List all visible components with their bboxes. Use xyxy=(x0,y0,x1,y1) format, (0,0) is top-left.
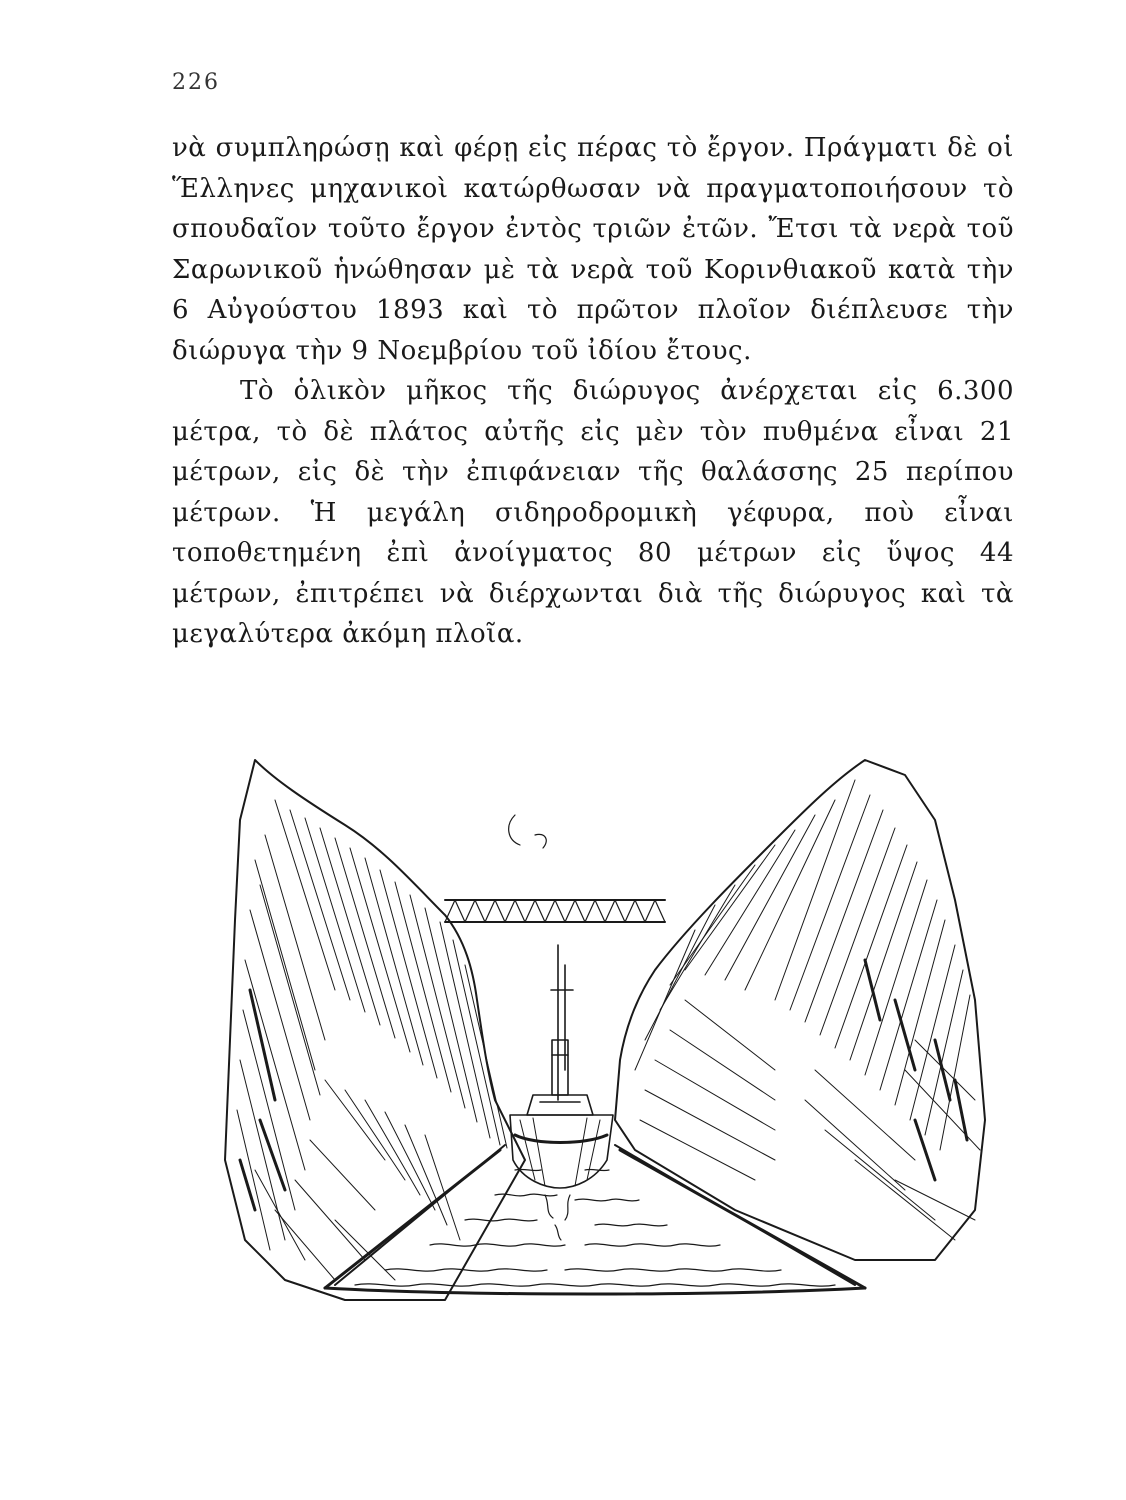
right-cliff xyxy=(615,760,985,1260)
corinth-canal-illustration-icon xyxy=(215,740,1015,1325)
page-number: 226 xyxy=(172,70,220,95)
body-text xyxy=(172,128,1014,655)
paragraph-2: Τὸ ὁλικὸν μῆκος τῆς διώρυγος ἀνέρχεται εἰς 6.300 μέτρα, τὸ δὲ πλάτος αὐτῆς εἰς μὲν τὸν πυθμένα εἶναι 21 μέτρων, εἰς δὲ τὴν ἐπιφάνειαν τῆς θαλάσσης 25 περίπου μέτρων. Ἡ μεγάλη σιδηροδρομικὴ γέφυρα, ποὺ εἶναι τοποθετημένη ἐπὶ ἀνοίγματος 80 μέτρων εἰς ὕψος 44 μέτρων, ἐπιτρέπει νὰ διέρχωνται διὰ τῆς διώρυγος καὶ τὰ μεγαλύτερα ἀκόμη πλοῖα. xyxy=(172,376,1014,649)
canal-water xyxy=(355,1169,835,1286)
canal-illustration xyxy=(215,740,1015,1325)
paragraph-1: νὰ συμπληρώσῃ καὶ φέρῃ εἰς πέρας τὸ ἔργον. Πράγματι δὲ οἱ Ἕλληνες μηχανικοὶ κατώρθωσαν νὰ πραγματοποιήσουν τὸ σπουδαῖον τοῦτο ἔργον ἐντὸς τριῶν ἐτῶν. Ἔτσι τὰ νερὰ τοῦ Σαρωνικοῦ ἡνώθησαν μὲ τὰ νερὰ τοῦ Κορινθιακοῦ κατὰ τὴν 6 Αὐγούστου 1893 καὶ τὸ πρῶτον πλοῖον διέπλευσε τὴν διώρυγα τὴν 9 Νοεμβρίου τοῦ ἰδίου ἔτους. xyxy=(172,133,1014,366)
railway-bridge xyxy=(445,900,665,922)
